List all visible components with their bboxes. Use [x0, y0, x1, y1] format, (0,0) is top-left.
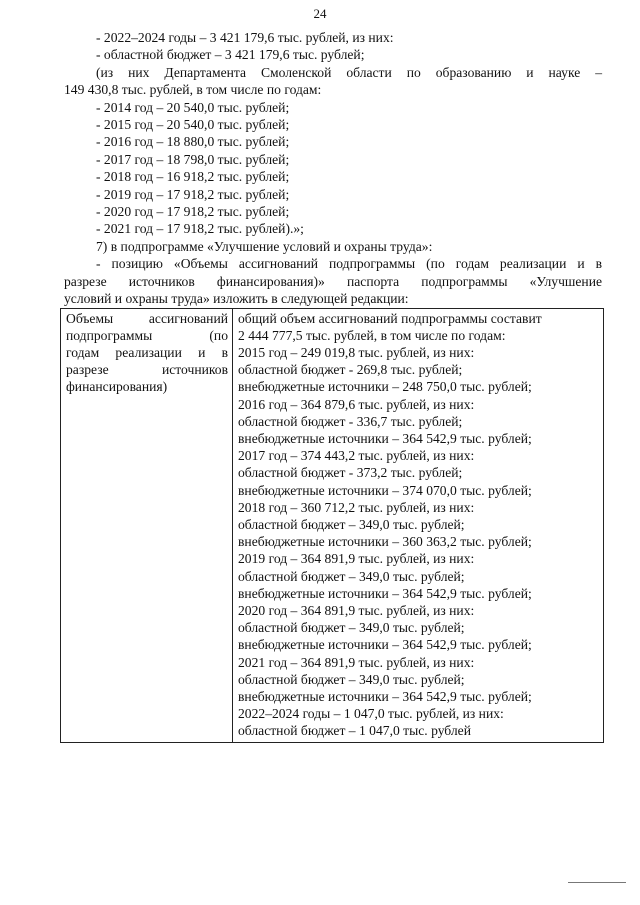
- year-line: - 2018 год – 16 918,2 тыс. рублей;: [96, 169, 290, 185]
- value-line: внебюджетные источники – 364 542,9 тыс. рублей;: [238, 585, 532, 601]
- value-line: 2017 год – 374 443,2 тыс. рублей, из них:: [238, 448, 475, 464]
- table-row: [61, 308, 604, 742]
- intro-line: - 2022–2024 годы – 3 421 179,6 тыс. рублей, из них:: [96, 30, 394, 45]
- label-line: финансирования): [66, 379, 168, 395]
- value-line: внебюджетные источники – 364 542,9 тыс. рублей;: [238, 688, 532, 704]
- value-line: 2022–2024 годы – 1 047,0 тыс. рублей, из них:: [238, 706, 504, 722]
- value-line: областной бюджет - 373,2 тыс. рублей;: [238, 465, 463, 481]
- value-line: внебюджетные источники – 248 750,0 тыс. рублей;: [238, 379, 532, 395]
- value-line: 2021 год – 364 891,9 тыс. рублей, из них:: [238, 654, 475, 670]
- year-line: - 2017 год – 18 798,0 тыс. рублей;: [96, 151, 290, 167]
- table-cell-value: [233, 308, 604, 742]
- value-line: 2020 год – 364 891,9 тыс. рублей, из них:: [238, 602, 475, 618]
- value-line: 2 444 777,5 тыс. рублей, в том числе по годам:: [238, 327, 506, 343]
- value-line: внебюджетные источники – 364 542,9 тыс. рублей;: [238, 637, 532, 653]
- table-cell-label: [61, 308, 233, 742]
- value-line: областной бюджет - 269,8 тыс. рублей;: [238, 362, 463, 378]
- department-line: (из них Департамента Смоленской области по образованию и науке –: [96, 64, 602, 80]
- passport-table: [60, 308, 604, 743]
- position-paragraph-line: разрезе источников финансирования)» паспорта подпрограммы «Улучшение: [64, 273, 602, 289]
- year-line: - 2016 год – 18 880,0 тыс. рублей;: [96, 134, 290, 150]
- value-line: внебюджетные источники – 360 363,2 тыс. рублей;: [238, 534, 532, 550]
- position-paragraph-line: условий и охраны труда» изложить в следующей редакции:: [64, 291, 409, 307]
- value-line: 2019 год – 364 891,9 тыс. рублей, из них:: [238, 551, 475, 567]
- value-line: общий объем ассигнований подпрограммы составит: [238, 310, 542, 326]
- year-line: - 2014 год – 20 540,0 тыс. рублей;: [96, 99, 290, 115]
- value-line: 2016 год – 364 879,6 тыс. рублей, из них:: [238, 396, 475, 412]
- label-line: Объемы ассигнований: [66, 310, 228, 326]
- label-line: годам реализации и в: [66, 344, 228, 360]
- year-line: - 2019 год – 17 918,2 тыс. рублей;: [96, 186, 290, 202]
- value-line: областной бюджет – 349,0 тыс. рублей;: [238, 516, 465, 532]
- value-line: 2018 год – 360 712,2 тыс. рублей, из них:: [238, 499, 475, 515]
- value-line: областной бюджет – 349,0 тыс. рублей;: [238, 671, 465, 687]
- year-line: - 2015 год – 20 540,0 тыс. рублей;: [96, 117, 290, 133]
- position-paragraph-line: - позицию «Объемы ассигнований подпрограммы (по годам реализации и в: [96, 256, 602, 272]
- value-line: областной бюджет – 1 047,0 тыс. рублей: [238, 723, 471, 739]
- intro-line: - областной бюджет – 3 421 179,6 тыс. рублей;: [96, 47, 365, 63]
- footer-rule: [568, 882, 626, 883]
- label-line: разрезе источников: [66, 362, 228, 378]
- year-line: - 2020 год – 17 918,2 тыс. рублей;: [96, 204, 290, 220]
- value-line: внебюджетные источники – 364 542,9 тыс. рублей;: [238, 430, 532, 446]
- value-line: 2015 год – 249 019,8 тыс. рублей, из них:: [238, 344, 475, 360]
- value-line: областной бюджет – 349,0 тыс. рублей;: [238, 620, 465, 636]
- value-line: внебюджетные источники – 374 070,0 тыс. рублей;: [238, 482, 532, 498]
- department-line-continued: 149 430,8 тыс. рублей, в том числе по годам:: [64, 82, 322, 98]
- document-body: [64, 29, 602, 743]
- label-line: подпрограммы (по: [66, 327, 228, 343]
- item-7-heading: 7) в подпрограмме «Улучшение условий и охраны труда»:: [96, 238, 433, 254]
- value-line: областной бюджет – 349,0 тыс. рублей;: [238, 568, 465, 584]
- year-line: - 2021 год – 17 918,2 тыс. рублей).»;: [96, 221, 304, 237]
- value-line: областной бюджет - 336,7 тыс. рублей;: [238, 413, 463, 429]
- page-number: 24: [313, 6, 327, 21]
